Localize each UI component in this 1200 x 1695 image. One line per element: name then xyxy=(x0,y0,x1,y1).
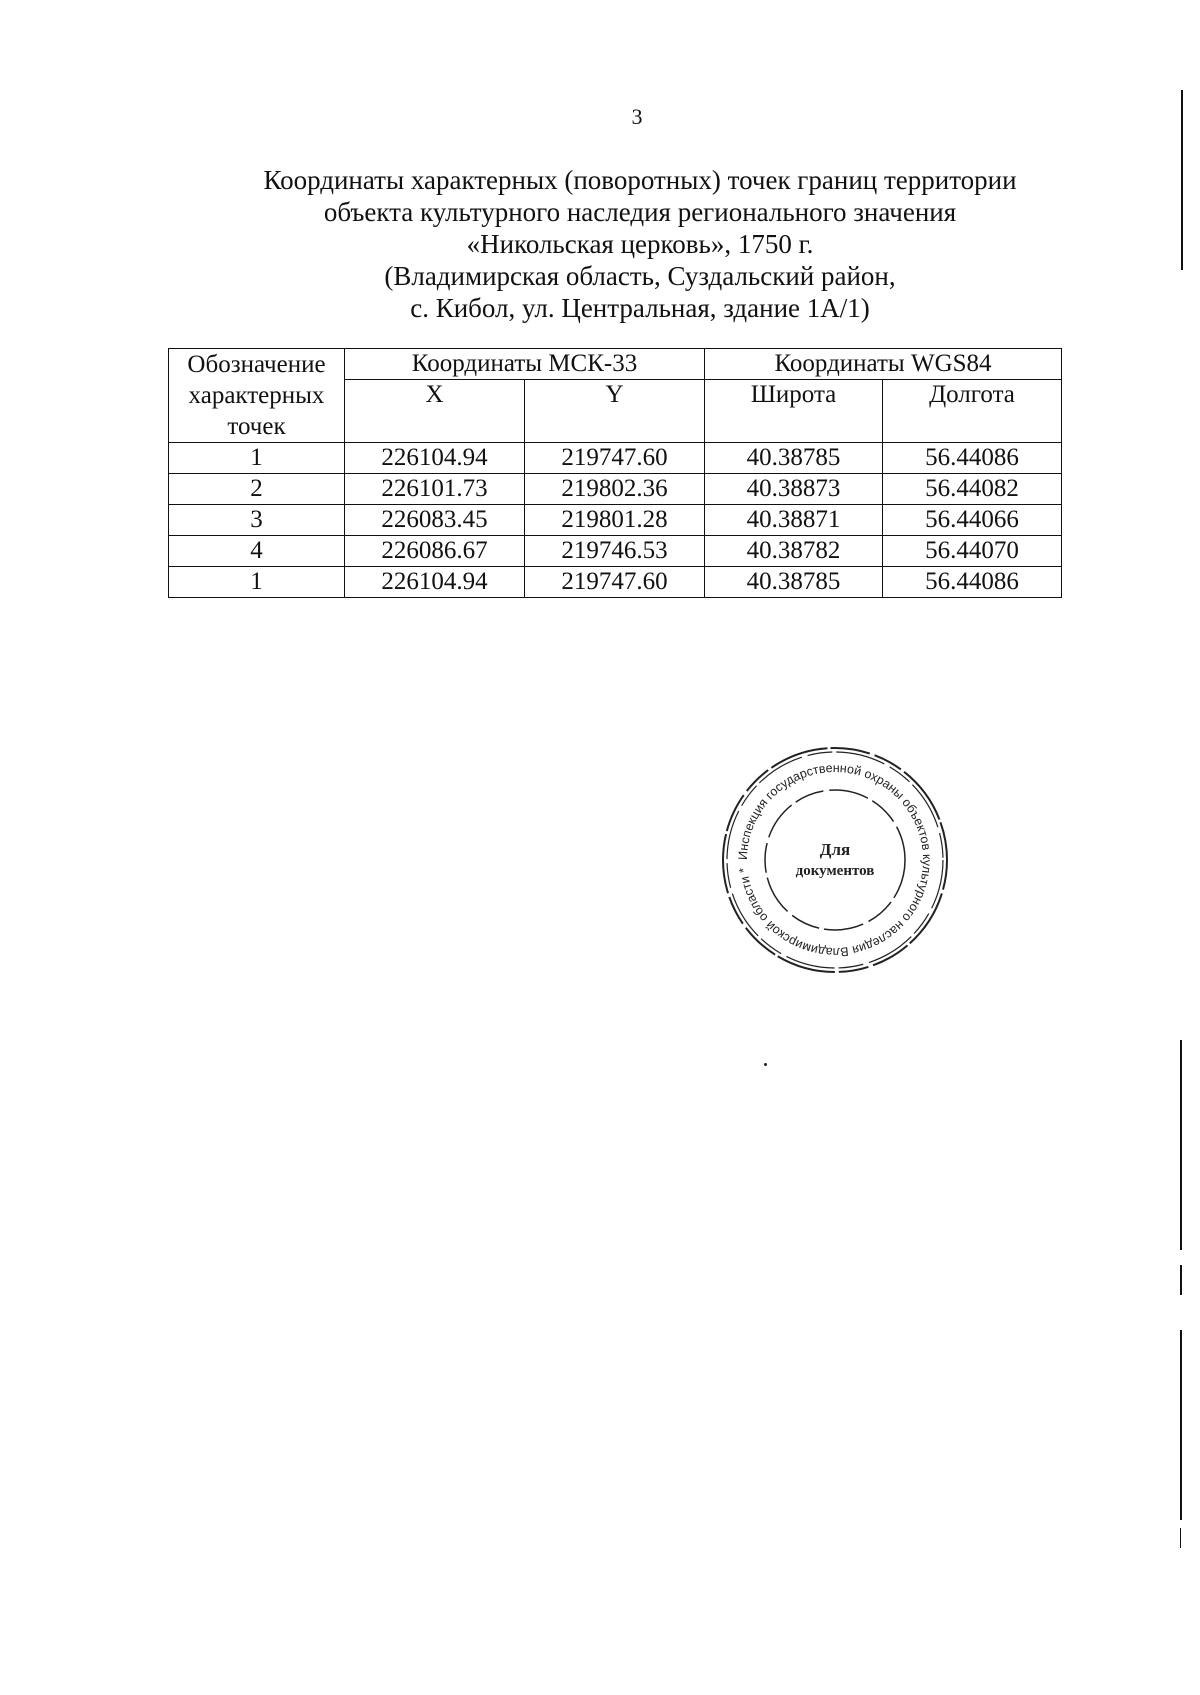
cell-longitude: 56.44070 xyxy=(883,536,1062,567)
cell-y: 219801.28 xyxy=(525,505,705,536)
cell-longitude: 56.44066 xyxy=(883,505,1062,536)
header-y: Y xyxy=(525,380,705,443)
header-longitude: Долгота xyxy=(883,380,1062,443)
cell-x: 226083.45 xyxy=(345,505,525,536)
title-line: (Владимирская область, Суздальский район, xyxy=(384,261,896,291)
scan-edge-line xyxy=(1180,1040,1182,1250)
stamp-center-line1: Для xyxy=(819,840,851,859)
cell-y: 219802.36 xyxy=(525,474,705,505)
title-line: Координаты характерных (поворотных) точек границ территории xyxy=(263,165,1017,195)
cell-longitude: 56.44082 xyxy=(883,474,1062,505)
cell-latitude: 40.38785 xyxy=(705,567,883,598)
title-line: «Никольская церковь», 1750 г. xyxy=(466,229,814,259)
header-latitude: Широта xyxy=(705,380,883,443)
official-stamp xyxy=(720,745,950,975)
scan-speck xyxy=(764,1063,767,1066)
cell-latitude: 40.38785 xyxy=(705,443,883,474)
cell-y: 219747.60 xyxy=(525,443,705,474)
header-wgs84: Координаты WGS84 xyxy=(705,349,1062,380)
cell-latitude: 40.38873 xyxy=(705,474,883,505)
table-row xyxy=(169,567,1062,598)
cell-point: 1 xyxy=(169,567,345,598)
cell-x: 226104.94 xyxy=(345,443,525,474)
cell-latitude: 40.38782 xyxy=(705,536,883,567)
table-row xyxy=(169,536,1062,567)
cell-y: 219747.60 xyxy=(525,567,705,598)
scan-edge-line xyxy=(1180,1330,1182,1520)
title-line: объекта культурного наследия регионального значения xyxy=(323,197,957,227)
cell-y: 219746.53 xyxy=(525,536,705,567)
stamp-center-line2: документов xyxy=(795,863,875,879)
cell-x: 226101.73 xyxy=(345,474,525,505)
coordinates-table xyxy=(168,348,1062,598)
cell-point: 4 xyxy=(169,536,345,567)
cell-longitude: 56.44086 xyxy=(883,567,1062,598)
title-line: с. Кибол, ул. Центральная, здание 1А/1) xyxy=(410,293,870,323)
cell-point: 2 xyxy=(169,474,345,505)
cell-longitude: 56.44086 xyxy=(883,443,1062,474)
table-row xyxy=(169,474,1062,505)
table-row xyxy=(169,443,1062,474)
header-x: X xyxy=(345,380,525,443)
cell-x: 226086.67 xyxy=(345,536,525,567)
scan-edge-line xyxy=(1180,1265,1182,1295)
document-title xyxy=(200,164,1080,324)
table-row xyxy=(169,505,1062,536)
page-number: 3 xyxy=(631,104,643,129)
cell-point: 3 xyxy=(169,505,345,536)
scan-edge-line xyxy=(1181,90,1183,270)
scan-edge-line xyxy=(1180,1528,1181,1548)
cell-latitude: 40.38871 xyxy=(705,505,883,536)
header-point-designation: Обозначение характерных точек xyxy=(169,349,345,443)
cell-point: 1 xyxy=(169,443,345,474)
stamp-ring-text: Инспекция государственной охраны объектов культурного наследия Владимирской области * xyxy=(735,760,935,960)
header-msk33: Координаты МСК-33 xyxy=(345,349,705,380)
cell-x: 226104.94 xyxy=(345,567,525,598)
